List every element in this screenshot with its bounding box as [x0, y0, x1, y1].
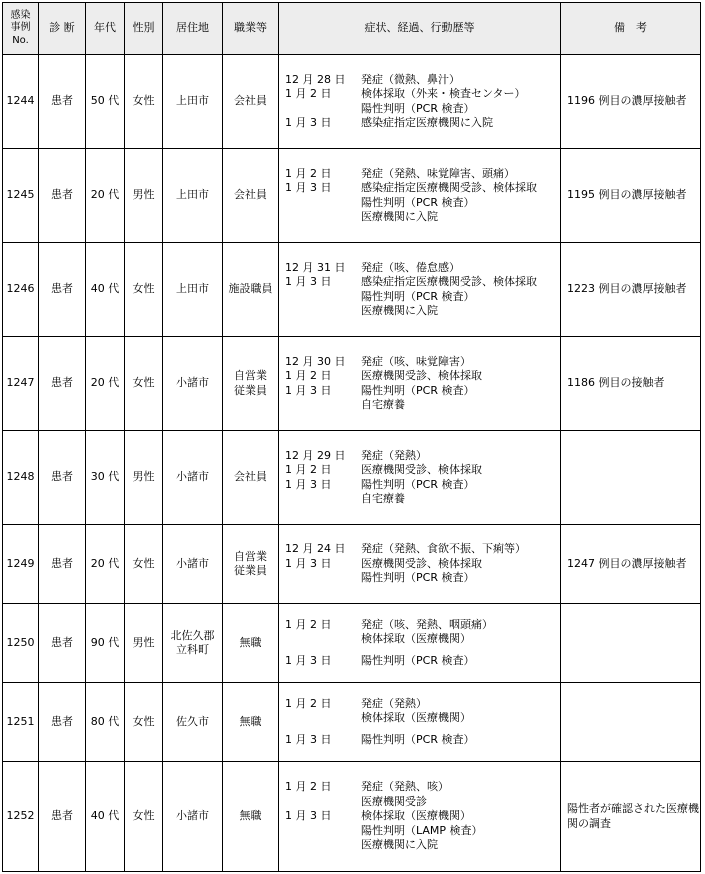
sex-cell: 女性: [125, 55, 163, 149]
age-cell: 20 代: [86, 525, 125, 604]
age-cell: 40 代: [86, 762, 125, 872]
diagnosis-cell: 患者: [39, 431, 86, 525]
history-date: [285, 571, 361, 586]
history-date: [285, 824, 361, 839]
history-text: 発症（発熱、食欲不振、下痢等）: [361, 542, 526, 556]
history-date: [285, 304, 361, 319]
history-text: 発症（咳、発熱、咽頭痛）: [361, 617, 493, 631]
history-text: 発症（発熱、咳）: [361, 780, 449, 794]
sex-cell: 女性: [125, 525, 163, 604]
table-row: [3, 431, 701, 525]
header-age: 年代: [86, 3, 125, 55]
history-text: 発症（咳、味覚障害）: [361, 354, 471, 368]
occupation-cell-line: 自営業: [234, 549, 267, 563]
history-date: [285, 398, 361, 413]
history-text: 陽性判明（PCR 検査）: [361, 571, 475, 585]
history-line: [285, 809, 560, 824]
sex-cell: 男性: [125, 149, 163, 243]
residence-cell: [163, 149, 223, 243]
remarks-cell: 陽性者が確認された医療機関の調査: [561, 762, 701, 872]
history-line: [285, 181, 560, 196]
age-cell: 20 代: [86, 337, 125, 431]
remarks-cell: [561, 604, 701, 683]
diagnosis-cell: 患者: [39, 683, 86, 762]
history-date: [285, 492, 361, 507]
sex-cell: 男性: [125, 604, 163, 683]
occupation-cell: [223, 55, 279, 149]
history-text: 陽性判明（PCR 検査）: [361, 195, 475, 209]
history-date: 1 月 3 日: [285, 477, 332, 491]
header-case-no-line: No.: [12, 34, 29, 46]
history-line: [285, 492, 560, 507]
history-date: 1 月 3 日: [285, 275, 332, 288]
history-date: 1 月 2 日: [285, 463, 332, 476]
history-date: [285, 102, 361, 117]
diagnosis-cell: 患者: [39, 762, 86, 872]
history-date: 1 月 3 日: [285, 383, 332, 397]
table-row: [3, 55, 701, 149]
history-line: [285, 632, 560, 647]
history-date: 12 月 29 日: [285, 448, 346, 462]
history-cell: [279, 431, 561, 525]
table-row: [3, 149, 701, 243]
history-date: [285, 711, 361, 726]
occupation-cell-line: 無職: [239, 809, 262, 823]
history-date: 12 月 24 日: [285, 542, 346, 556]
history-date: 12 月 30 日: [285, 354, 346, 368]
remarks-cell: 1247 例目の濃厚接触者: [561, 525, 701, 604]
history-text: 医療機関に入院: [361, 304, 438, 317]
history-date: 12 月 31 日: [285, 260, 346, 274]
occupation-cell: [223, 604, 279, 683]
header-occupation: 職業等: [223, 3, 279, 55]
case-no-cell: 1252: [3, 762, 39, 872]
residence-cell-line: 上田市: [176, 94, 209, 108]
occupation-cell: [223, 337, 279, 431]
history-text: 発症（発熱）: [361, 448, 427, 462]
history-line: [285, 795, 560, 810]
case-no-cell: 1251: [3, 683, 39, 762]
history-text: 医療機関受診: [361, 794, 427, 808]
history-line: [285, 384, 560, 399]
history-date: [285, 632, 361, 647]
history-text: 感染症指定医療機関受診、検体採取: [361, 181, 537, 194]
diagnosis-cell: 患者: [39, 55, 86, 149]
history-line: [285, 261, 560, 276]
table-row: [3, 604, 701, 683]
history-date: 1 月 3 日: [285, 181, 332, 194]
table-row: [3, 525, 701, 604]
occupation-cell-line: 無職: [239, 714, 262, 728]
occupation-cell-line: 従業員: [234, 564, 267, 577]
history-cell: [279, 55, 561, 149]
history-line: [285, 290, 560, 305]
age-cell: 40 代: [86, 243, 125, 337]
diagnosis-cell: 患者: [39, 337, 86, 431]
sex-cell: 女性: [125, 243, 163, 337]
history-date: [285, 795, 361, 810]
history-date: 1 月 2 日: [285, 166, 332, 180]
occupation-cell: [223, 149, 279, 243]
remarks-cell: 1196 例目の濃厚接触者: [561, 55, 701, 149]
history-line: [285, 697, 560, 712]
residence-cell-line: 立科町: [176, 643, 209, 656]
history-text: 自宅療養: [361, 398, 405, 411]
history-cell: [279, 762, 561, 872]
occupation-cell-line: 施設職員: [228, 282, 273, 296]
history-line: [285, 463, 560, 478]
occupation-cell-line: 自営業: [234, 369, 267, 382]
residence-cell-line: 小諸市: [176, 376, 209, 390]
history-text: 陽性判明（PCR 検査）: [361, 289, 475, 303]
sex-cell: 女性: [125, 337, 163, 431]
residence-cell: [163, 683, 223, 762]
history-date: [285, 210, 361, 225]
history-line: [285, 618, 560, 633]
history-line: [285, 102, 560, 117]
header-row: [3, 3, 701, 55]
history-line: [285, 275, 560, 290]
residence-cell-line: 上田市: [176, 188, 209, 202]
table-row: [3, 243, 701, 337]
history-cell: [279, 337, 561, 431]
history-text: 自宅療養: [361, 492, 405, 505]
history-cell: [279, 683, 561, 762]
remarks-cell: 1195 例目の濃厚接触者: [561, 149, 701, 243]
history-date: 1 月 3 日: [285, 556, 332, 570]
case-no-cell: 1245: [3, 149, 39, 243]
sex-cell: 女性: [125, 683, 163, 762]
occupation-cell-line: 無職: [239, 635, 262, 649]
diagnosis-cell: 患者: [39, 149, 86, 243]
history-text: 発症（咳、倦怠感）: [361, 260, 460, 274]
table-row: [3, 337, 701, 431]
residence-cell-line: 小諸市: [176, 809, 209, 823]
history-line: [285, 449, 560, 464]
remarks-cell: 1223 例目の濃厚接触者: [561, 243, 701, 337]
history-date: 1 月 2 日: [285, 780, 332, 794]
remarks-cell: 1186 例目の接触者: [561, 337, 701, 431]
history-text: 発症（発熱、味覚障害、頭痛）: [361, 166, 515, 180]
header-history: 症状、経過、行動歴等: [279, 3, 561, 55]
occupation-cell: [223, 243, 279, 337]
age-cell: 30 代: [86, 431, 125, 525]
history-line: [285, 654, 560, 669]
history-text: 発症（発熱）: [361, 696, 427, 710]
header-remarks: 備 考: [561, 3, 701, 55]
history-text: 陽性判明（PCR 検査）: [361, 732, 475, 746]
header-residence: 居住地: [163, 3, 223, 55]
residence-cell: [163, 243, 223, 337]
residence-cell: [163, 431, 223, 525]
history-line: [285, 116, 560, 131]
history-line: [285, 196, 560, 211]
history-line: [285, 369, 560, 384]
age-cell: 20 代: [86, 149, 125, 243]
history-text: 検体採取（医療機関）: [361, 809, 471, 823]
sex-cell: 女性: [125, 762, 163, 872]
history-date: 1 月 3 日: [285, 653, 332, 667]
history-text: 陽性判明（PCR 検査）: [361, 383, 475, 397]
history-cell: [279, 525, 561, 604]
history-date: 1 月 2 日: [285, 87, 332, 100]
history-text: 発症（微熱、鼻汁）: [361, 72, 460, 86]
diagnosis-cell: 患者: [39, 525, 86, 604]
history-date: 1 月 3 日: [285, 809, 332, 823]
age-cell: 80 代: [86, 683, 125, 762]
case-table: [2, 2, 701, 872]
case-no-cell: 1249: [3, 525, 39, 604]
occupation-cell-line: 会社員: [234, 94, 267, 108]
residence-cell-line: 北佐久郡: [170, 628, 215, 642]
diagnosis-cell: 患者: [39, 604, 86, 683]
table-row: [3, 683, 701, 762]
table-body: [3, 55, 701, 872]
history-line: [285, 780, 560, 795]
table-row: [3, 762, 701, 872]
occupation-cell-line: 会社員: [234, 470, 267, 484]
history-text: 検体採取（医療機関）: [361, 632, 471, 646]
history-line: [285, 824, 560, 839]
history-cell: [279, 243, 561, 337]
sex-cell: 男性: [125, 431, 163, 525]
history-text: 医療機関受診、検体採取: [361, 463, 482, 476]
history-date: 1 月 3 日: [285, 116, 332, 129]
occupation-cell-line: 従業員: [234, 383, 267, 397]
history-line: [285, 542, 560, 557]
occupation-cell: [223, 683, 279, 762]
header-sex: 性別: [125, 3, 163, 55]
residence-cell-line: 佐久市: [176, 714, 209, 728]
residence-cell: [163, 55, 223, 149]
header-diagnosis: 診 断: [39, 3, 86, 55]
history-line: [285, 398, 560, 413]
case-no-cell: 1248: [3, 431, 39, 525]
header-case-no: [3, 3, 39, 55]
history-text: 医療機関に入院: [361, 838, 438, 852]
history-date: 1 月 2 日: [285, 617, 332, 631]
history-text: 陽性判明（PCR 検査）: [361, 101, 475, 115]
residence-cell-line: 上田市: [176, 282, 209, 296]
occupation-cell: [223, 762, 279, 872]
age-cell: 50 代: [86, 55, 125, 149]
history-date: 1 月 3 日: [285, 732, 332, 746]
case-no-cell: 1246: [3, 243, 39, 337]
history-text: 検体採取（外来・検査センター）: [361, 87, 526, 100]
history-line: [285, 838, 560, 853]
remarks-cell: [561, 431, 701, 525]
age-cell: 90 代: [86, 604, 125, 683]
history-date: 1 月 2 日: [285, 696, 332, 710]
history-text: 医療機関受診、検体採取: [361, 556, 482, 570]
history-date: 12 月 28 日: [285, 72, 346, 86]
residence-cell-line: 小諸市: [176, 470, 209, 484]
case-no-cell: 1247: [3, 337, 39, 431]
occupation-cell: [223, 431, 279, 525]
residence-cell-line: 小諸市: [176, 556, 209, 570]
history-line: [285, 571, 560, 586]
history-line: [285, 733, 560, 748]
history-date: [285, 838, 361, 853]
case-no-cell: 1244: [3, 55, 39, 149]
history-line: [285, 711, 560, 726]
history-line: [285, 304, 560, 319]
occupation-cell: [223, 525, 279, 604]
history-line: [285, 557, 560, 572]
remarks-cell: [561, 683, 701, 762]
history-line: [285, 478, 560, 493]
history-text: 検体採取（医療機関）: [361, 711, 471, 725]
case-no-cell: 1250: [3, 604, 39, 683]
history-text: 陽性判明（PCR 検査）: [361, 477, 475, 491]
history-text: 医療機関受診、検体採取: [361, 369, 482, 382]
history-line: [285, 87, 560, 102]
history-cell: [279, 149, 561, 243]
residence-cell: [163, 604, 223, 683]
residence-cell: [163, 337, 223, 431]
history-line: [285, 73, 560, 88]
history-line: [285, 355, 560, 370]
history-text: 陽性判明（PCR 検査）: [361, 653, 475, 667]
history-line: [285, 210, 560, 225]
history-date: [285, 196, 361, 211]
diagnosis-cell: 患者: [39, 243, 86, 337]
history-text: 陽性判明（LAMP 検査）: [361, 823, 483, 837]
history-text: 感染症指定医療機関受診、検体採取: [361, 275, 537, 288]
history-text: 感染症指定医療機関に入院: [361, 116, 493, 129]
history-cell: [279, 604, 561, 683]
history-line: [285, 167, 560, 182]
history-date: 1 月 2 日: [285, 369, 332, 382]
occupation-cell-line: 会社員: [234, 188, 267, 202]
header-case-no-line: 事例: [10, 22, 31, 34]
header-case-no-line: 感染: [10, 9, 31, 21]
history-text: 医療機関に入院: [361, 210, 438, 223]
history-date: [285, 290, 361, 305]
residence-cell: [163, 525, 223, 604]
residence-cell: [163, 762, 223, 872]
